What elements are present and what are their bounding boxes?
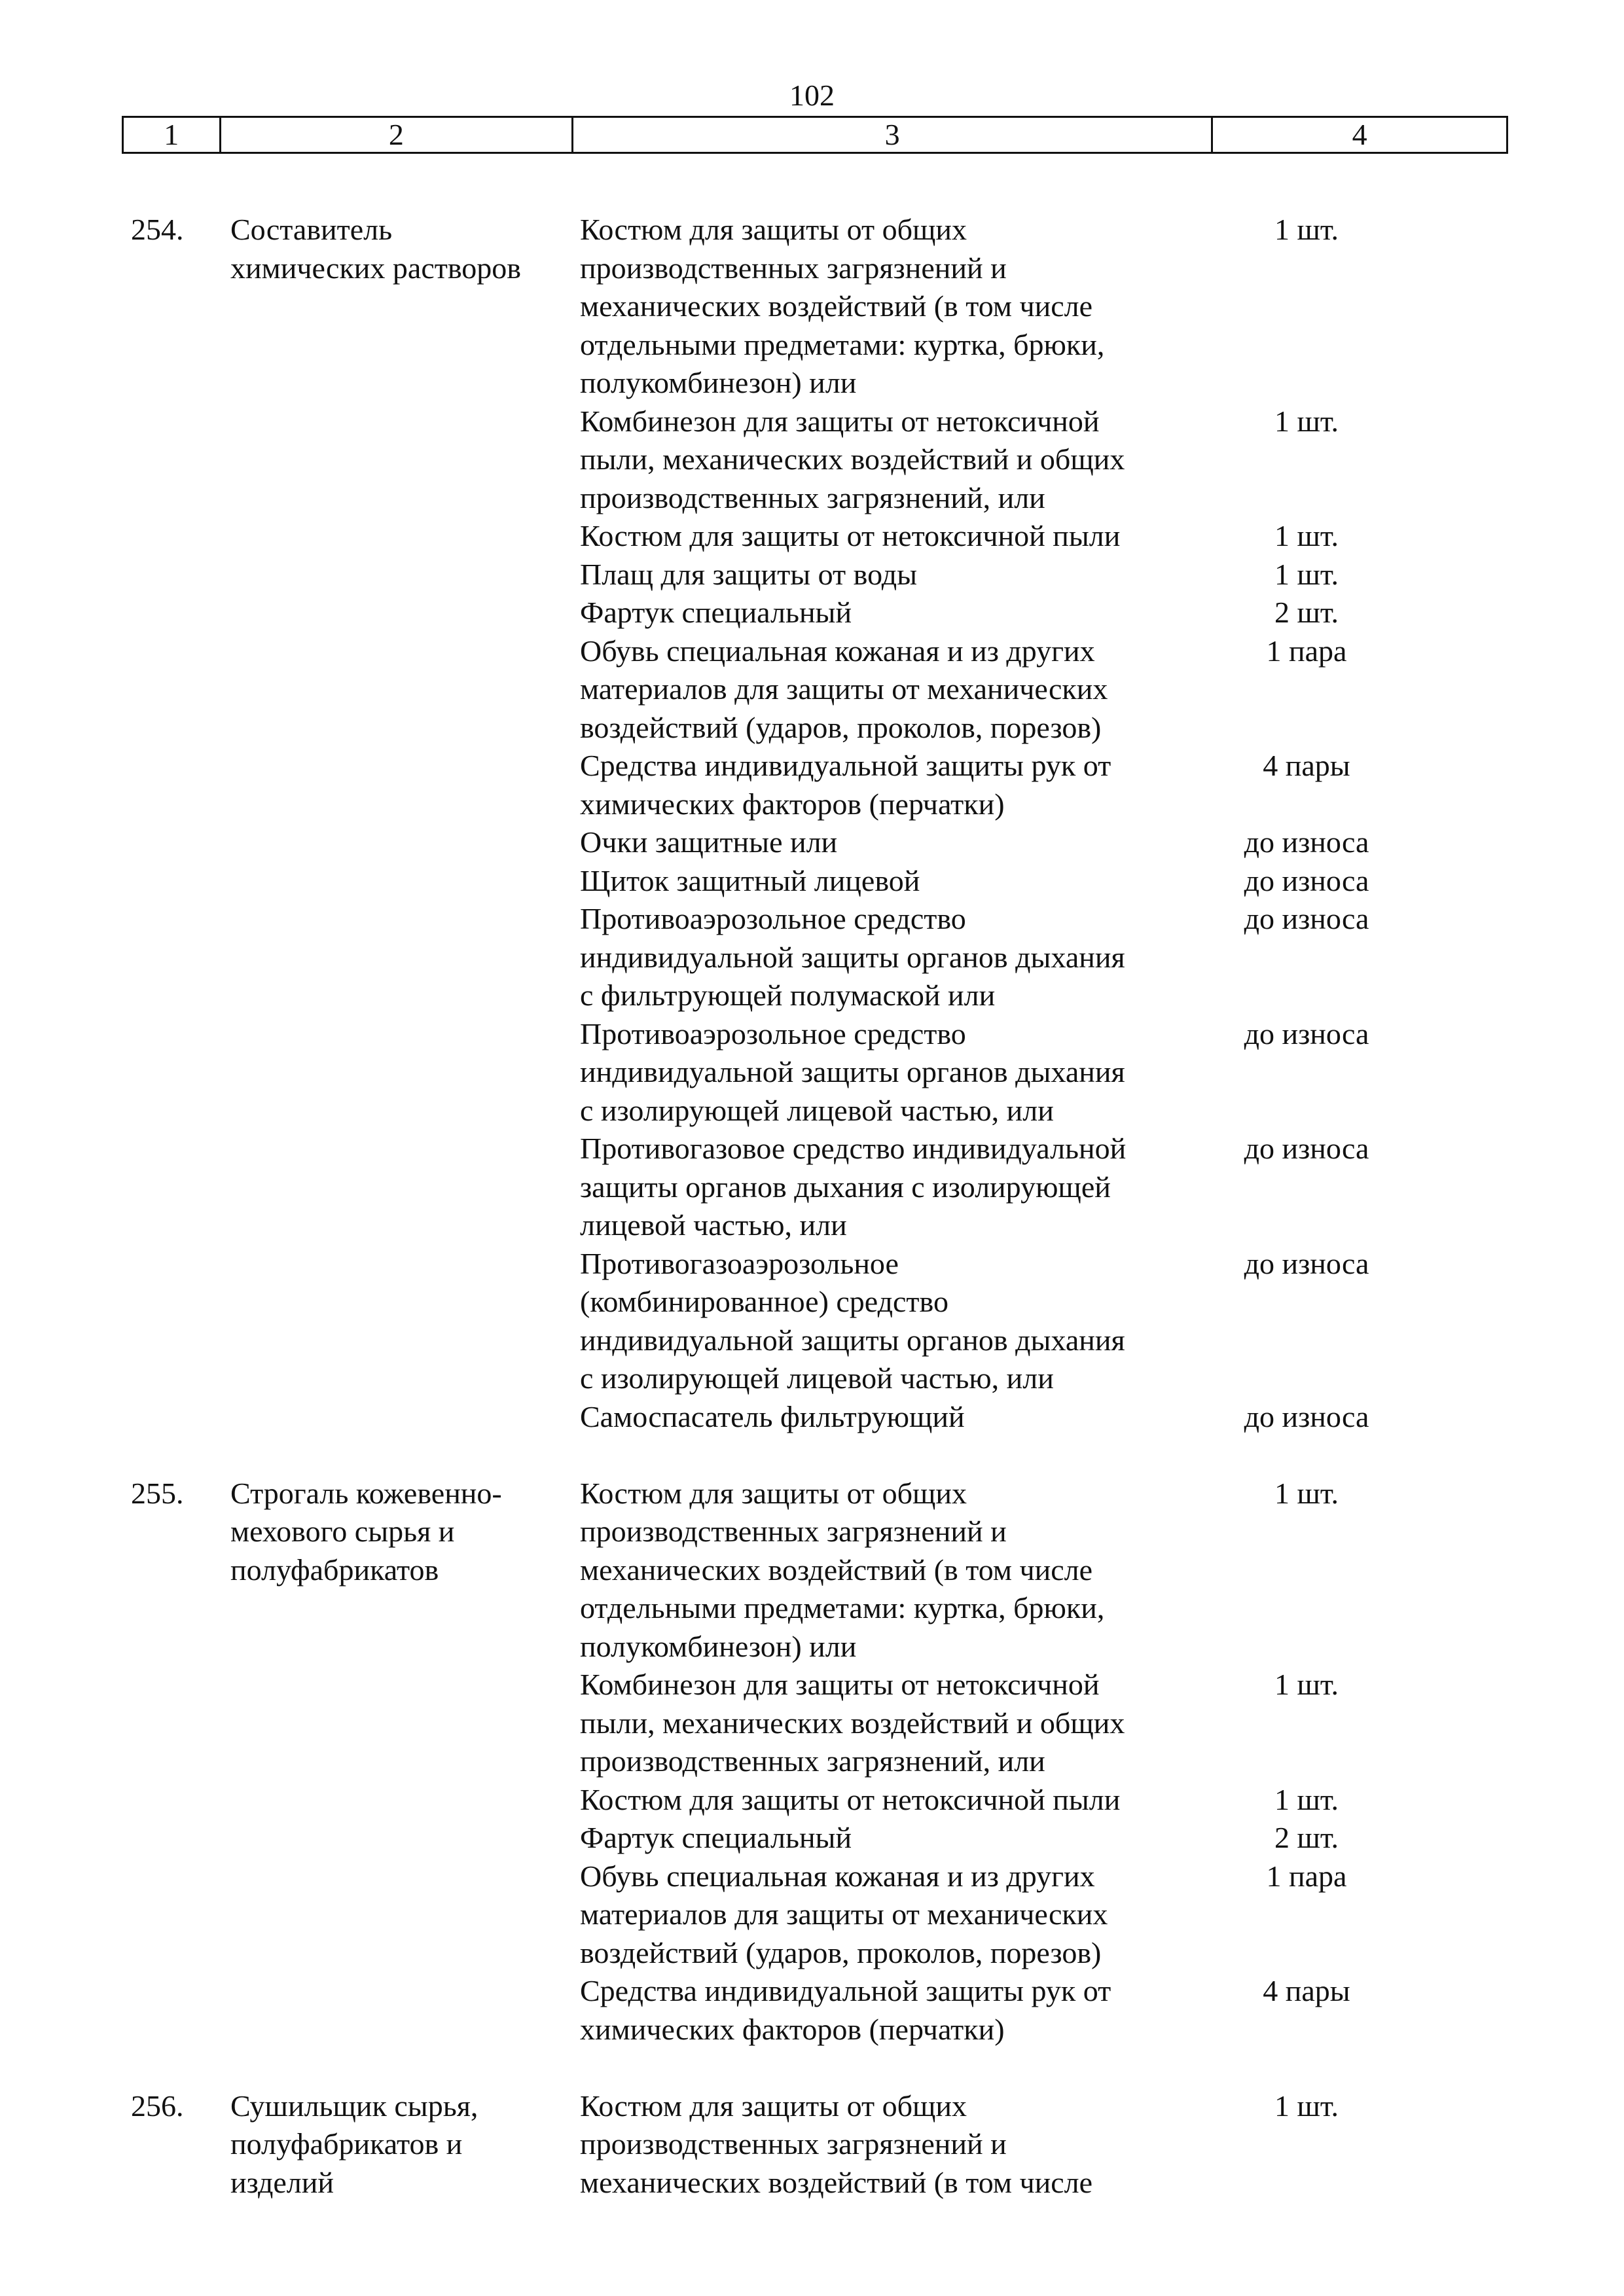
ppe-item-quantity: 1 шт. bbox=[1274, 404, 1339, 438]
ppe-item bbox=[580, 517, 1444, 556]
ppe-item-quantity: 1 шт. bbox=[1274, 2089, 1339, 2123]
ppe-item-quantity: до износа bbox=[1244, 825, 1369, 859]
ppe-item-name: Костюм для защиты от общих производственных загрязнений и механических воздействий (в том числе отдельными предметами: куртка, брюки, полукомбинезон) или bbox=[580, 1476, 1105, 1663]
ppe-item-name: Очки защитные или bbox=[580, 825, 838, 859]
profession-name: Строгаль кожевенно- мехового сырья и полуфабрикатов bbox=[230, 1476, 502, 1587]
ppe-item bbox=[580, 556, 1444, 594]
ppe-item-name: Средства индивидуальной защиты рук от химических факторов (перчатки) bbox=[580, 749, 1111, 821]
ppe-item-quantity: 1 шт. bbox=[1274, 1668, 1339, 1701]
ppe-item bbox=[580, 403, 1444, 518]
ppe-item-quantity: до износа bbox=[1244, 902, 1369, 935]
ppe-item-name: Противоаэрозольное средство индивидуальной защиты органов дыхания с фильтрующей полумаской или bbox=[580, 902, 1125, 1012]
ppe-item-name: Фартук специальный bbox=[580, 596, 852, 629]
entry-254 bbox=[122, 211, 1508, 1436]
ppe-item-quantity: 1 шт. bbox=[1274, 1782, 1339, 1816]
entries-list bbox=[122, 211, 1508, 2240]
ppe-item-name: Противогазоаэрозольное (комбинированное) средство индивидуальной защиты органов дыхания с изолирующей лицевой частью, или bbox=[580, 1246, 1125, 1395]
column-header-3: 3 bbox=[571, 118, 1211, 152]
ppe-item-name: Плащ для защиты от воды bbox=[580, 557, 918, 591]
ppe-item-quantity: 1 шт. bbox=[1274, 519, 1339, 552]
ppe-item bbox=[580, 900, 1444, 1015]
ppe-item-quantity: 1 шт. bbox=[1274, 1476, 1339, 1510]
ppe-item bbox=[580, 862, 1444, 901]
ppe-item-quantity: до износа bbox=[1244, 863, 1369, 897]
ppe-item-quantity: 4 пары bbox=[1263, 1974, 1350, 2007]
ppe-items bbox=[580, 1475, 1444, 2049]
ppe-item bbox=[580, 1781, 1444, 1820]
ppe-item bbox=[580, 1245, 1444, 1398]
ppe-item bbox=[580, 1130, 1444, 1245]
ppe-item bbox=[580, 1475, 1444, 1666]
ppe-item-quantity: до износа bbox=[1244, 1132, 1369, 1165]
ppe-item bbox=[580, 1972, 1444, 2049]
column-header-4: 4 bbox=[1211, 118, 1506, 152]
ppe-item-name: Комбинезон для защиты от нетоксичной пыли, механических воздействий и общих производственных загрязнений, или bbox=[580, 1668, 1125, 1778]
ppe-item-name: Обувь специальная кожаная и из других материалов для защиты от механических воздействий (ударов, проколов, порезов) bbox=[580, 1859, 1108, 1969]
entry-255 bbox=[122, 1475, 1508, 2049]
ppe-item bbox=[580, 823, 1444, 862]
column-header-2: 2 bbox=[219, 118, 571, 152]
ppe-item-name: Костюм для защиты от общих производственных загрязнений и механических воздействий (в том числе отдельными предметами: куртка, брюки, полукомбинезон) или bbox=[580, 213, 1105, 399]
ppe-item-name: Щиток защитный лицевой bbox=[580, 863, 920, 897]
ppe-item-quantity: 4 пары bbox=[1263, 749, 1350, 782]
ppe-item-quantity: 1 пара bbox=[1266, 634, 1347, 668]
ppe-item-name: Противоаэрозольное средство индивидуальной защиты органов дыхания с изолирующей лицевой частью, или bbox=[580, 1016, 1125, 1127]
ppe-item-name: Средства индивидуальной защиты рук от химических факторов (перчатки) bbox=[580, 1974, 1111, 2046]
profession-name: Составитель химических растворов bbox=[230, 213, 521, 285]
ppe-item-name: Фартук специальный bbox=[580, 1821, 852, 1854]
ppe-items bbox=[580, 211, 1444, 1436]
ppe-item-quantity: 1 пара bbox=[1266, 1859, 1347, 1893]
ppe-item-name: Костюм для защиты от нетоксичной пыли bbox=[580, 1782, 1121, 1816]
ppe-item bbox=[580, 632, 1444, 747]
ppe-item bbox=[580, 211, 1444, 403]
column-header-1: 1 bbox=[164, 118, 179, 151]
page-number: 102 bbox=[789, 79, 835, 112]
ppe-item-name: Костюм для защиты от нетоксичной пыли bbox=[580, 519, 1121, 552]
ppe-item bbox=[580, 594, 1444, 632]
ppe-item-name: Костюм для защиты от общих производственных загрязнений и механических воздействий (в том числе bbox=[580, 2089, 1093, 2199]
ppe-item-name: Противогазовое средство индивидуальной защиты органов дыхания с изолирующей лицевой частью, или bbox=[580, 1132, 1127, 1242]
ppe-item-quantity: 1 шт. bbox=[1274, 213, 1339, 246]
ppe-item bbox=[580, 1666, 1444, 1781]
ppe-items bbox=[580, 2087, 1444, 2202]
entry-number: 256. bbox=[131, 2089, 184, 2123]
ppe-item bbox=[580, 1015, 1444, 1130]
ppe-item-name: Комбинезон для защиты от нетоксичной пыли, механических воздействий и общих производственных загрязнений, или bbox=[580, 404, 1125, 514]
ppe-item bbox=[580, 747, 1444, 823]
ppe-item bbox=[580, 2087, 1444, 2202]
ppe-item bbox=[580, 1398, 1444, 1437]
entry-number: 254. bbox=[131, 213, 184, 246]
column-header-row bbox=[122, 116, 1508, 154]
entry-number: 255. bbox=[131, 1476, 184, 1510]
ppe-item-quantity: 2 шт. bbox=[1274, 596, 1339, 629]
ppe-item bbox=[580, 1857, 1444, 1973]
ppe-item-quantity: до износа bbox=[1244, 1399, 1369, 1433]
ppe-item-quantity: 2 шт. bbox=[1274, 1821, 1339, 1854]
ppe-item-name: Самоспасатель фильтрующий bbox=[580, 1399, 965, 1433]
ppe-item-quantity: до износа bbox=[1244, 1016, 1369, 1050]
profession-name: Сушильщик сырья, полуфабрикатов и изделий bbox=[230, 2089, 478, 2199]
ppe-item-quantity: 1 шт. bbox=[1274, 557, 1339, 591]
ppe-item bbox=[580, 1819, 1444, 1857]
entry-256 bbox=[122, 2087, 1508, 2202]
ppe-item-name: Обувь специальная кожаная и из других материалов для защиты от механических воздействий (ударов, проколов, порезов) bbox=[580, 634, 1108, 744]
ppe-item-quantity: до износа bbox=[1244, 1246, 1369, 1280]
